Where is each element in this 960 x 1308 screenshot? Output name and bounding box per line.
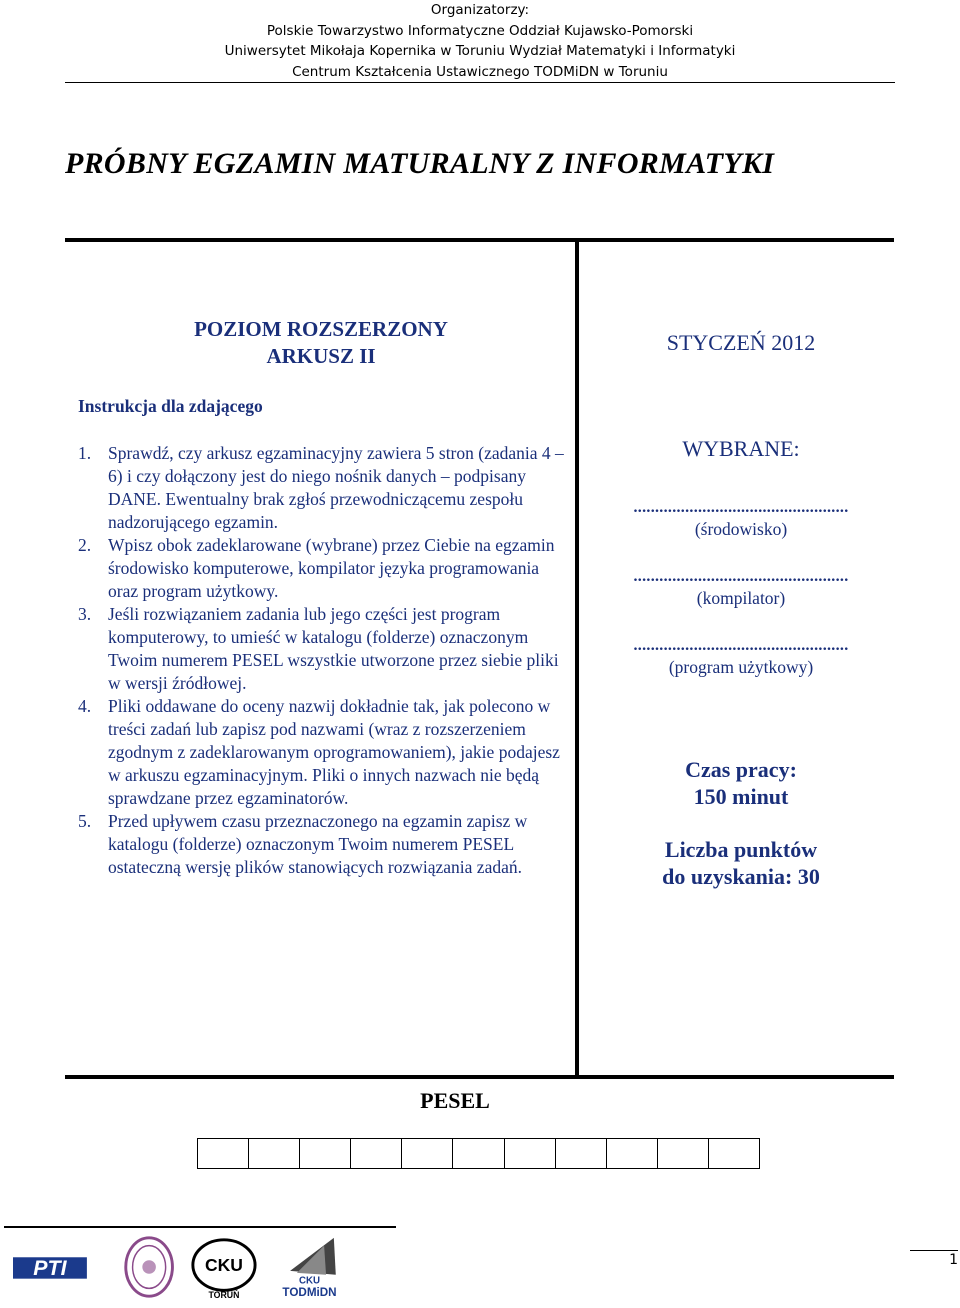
page-number-rule (910, 1250, 958, 1251)
instruction-text: Jeśli rozwiązaniem zadania lub jego części jest program komputerowy, to umieść w katalogu (folderze) oznaczonym Twoim numerem PESEL wszystkie utworzone przez siebie pliki w wersji źródłowej. (108, 604, 559, 693)
organizer-pti: Polskie Towarzystwo Informatyczne Oddział Kujawsko-Pomorski (266, 22, 694, 39)
sheet-number: ARKUSZ II (266, 344, 376, 368)
todmidn-logo-text: TODMiDN (282, 1286, 337, 1300)
working-time-value: 150 minut (693, 784, 789, 809)
pti-logo (13, 1256, 87, 1280)
cku-logo-subtext: TORUŃ (208, 1290, 240, 1301)
organizer-umk: Uniwersytet Mikołaja Kopernika w Toruniu Wydział Matematyki i Informatyki (224, 43, 736, 59)
cku-logo-text: CKU (205, 1254, 243, 1275)
instruction-number: 4. (78, 696, 92, 716)
pesel-input-grid[interactable] (197, 1138, 760, 1169)
compiler-field[interactable] (590, 569, 892, 609)
working-time (590, 756, 892, 810)
pesel-digit-cell[interactable] (607, 1138, 658, 1169)
pesel-digit-cell[interactable] (351, 1138, 402, 1169)
environment-fill-line[interactable]: .................................................. (633, 499, 849, 516)
exam-level (65, 316, 577, 370)
top-frame-rule (65, 238, 894, 242)
instructions-list (78, 442, 568, 879)
organizers-header (0, 0, 960, 82)
working-time-label: Czas pracy: (685, 757, 797, 782)
environment-field[interactable] (590, 500, 892, 540)
page-number: 1 (949, 1252, 958, 1268)
instruction-item (78, 603, 568, 695)
instruction-number: 2. (78, 535, 92, 555)
pesel-label: PESEL (420, 1088, 490, 1113)
bottom-frame-rule (65, 1075, 894, 1079)
todmidn-logo (282, 1238, 336, 1299)
instruction-text: Pliki oddawane do oceny nazwij dokładnie tak, jak polecono w treści zadań lub zapisz pod nazwami (wraz z rozszerzeniem zgodnym z zadeklarowanym oprogramowaniem), jakie podajesz w arkuszu egzaminacyjnym. Pliki o innych nazwach nie będą sprawdzane przez egzaminatorów. (108, 696, 560, 808)
exam-date: STYCZEŃ 2012 (666, 330, 816, 355)
pesel-digit-cell[interactable] (453, 1138, 504, 1169)
pesel-digit-cell[interactable] (249, 1138, 300, 1169)
organizers-label: Organizatorzy: (430, 2, 530, 18)
max-points (590, 836, 892, 890)
environment-label: (środowisko) (694, 519, 788, 539)
exam-title: PRÓBNY EGZAMIN MATURALNY Z INFORMATYKI (65, 147, 775, 180)
instruction-item (78, 442, 568, 534)
max-points-label: Liczba punktów (664, 837, 818, 862)
user-program-fill-line[interactable]: .................................................. (633, 637, 849, 654)
umk-seal-logo (126, 1238, 173, 1296)
pesel-digit-cell[interactable] (658, 1138, 709, 1169)
instruction-item (78, 534, 568, 603)
instructions-heading: Instrukcja dla zdającego (78, 396, 263, 416)
pesel-digit-cell[interactable] (198, 1138, 249, 1169)
todmidn-logo-top: CKU (298, 1275, 321, 1287)
header-divider (65, 82, 895, 83)
user-program-field[interactable] (590, 638, 892, 678)
instruction-text: Przed upływem czasu przeznaczonego na egzamin zapisz w katalogu (folderze) oznaczonym Twoim numerem PESEL ostateczną wersję plików stanowiących rozwiązania zadań. (108, 811, 528, 877)
chosen-heading: WYBRANE: (682, 436, 800, 461)
instruction-item (78, 810, 568, 879)
pesel-digit-cell[interactable] (709, 1138, 760, 1169)
instruction-text: Wpisz obok zadeklarowane (wybrane) przez Ciebie na egzamin środowisko komputerowe, kompilator języka programowania oraz program użytkowy. (108, 535, 555, 601)
pesel-digit-cell[interactable] (402, 1138, 453, 1169)
pesel-digit-cell[interactable] (505, 1138, 556, 1169)
instruction-text: Sprawdź, czy arkusz egzaminacyjny zawiera 5 stron (zadania 4 – 6) i czy dołączony jest do niego nośnik danych – podpisany DANE. Ewentualny brak zgłoś przewodniczącemu zespołu nadzorującego egzamin. (108, 443, 564, 532)
instruction-number: 5. (78, 811, 92, 831)
instruction-number: 1. (78, 443, 92, 463)
sponsor-logos (8, 1232, 368, 1302)
pti-logo-text: PTI (33, 1255, 67, 1280)
instruction-number: 3. (78, 604, 92, 624)
max-points-value: do uzyskania: 30 (662, 864, 820, 889)
instruction-item (78, 695, 568, 810)
cku-torun-logo (193, 1240, 255, 1300)
footer-rule (4, 1226, 396, 1228)
pesel-digit-cell[interactable] (300, 1138, 351, 1169)
compiler-label: (kompilator) (696, 588, 786, 608)
user-program-label: (program użytkowy) (668, 657, 814, 677)
compiler-fill-line[interactable]: .................................................. (633, 568, 849, 585)
organizer-cku: Centrum Kształcenia Ustawicznego TODMiDN w Toruniu (292, 63, 668, 80)
pesel-digit-cell[interactable] (556, 1138, 607, 1169)
level-name: POZIOM ROZSZERZONY (194, 317, 448, 341)
